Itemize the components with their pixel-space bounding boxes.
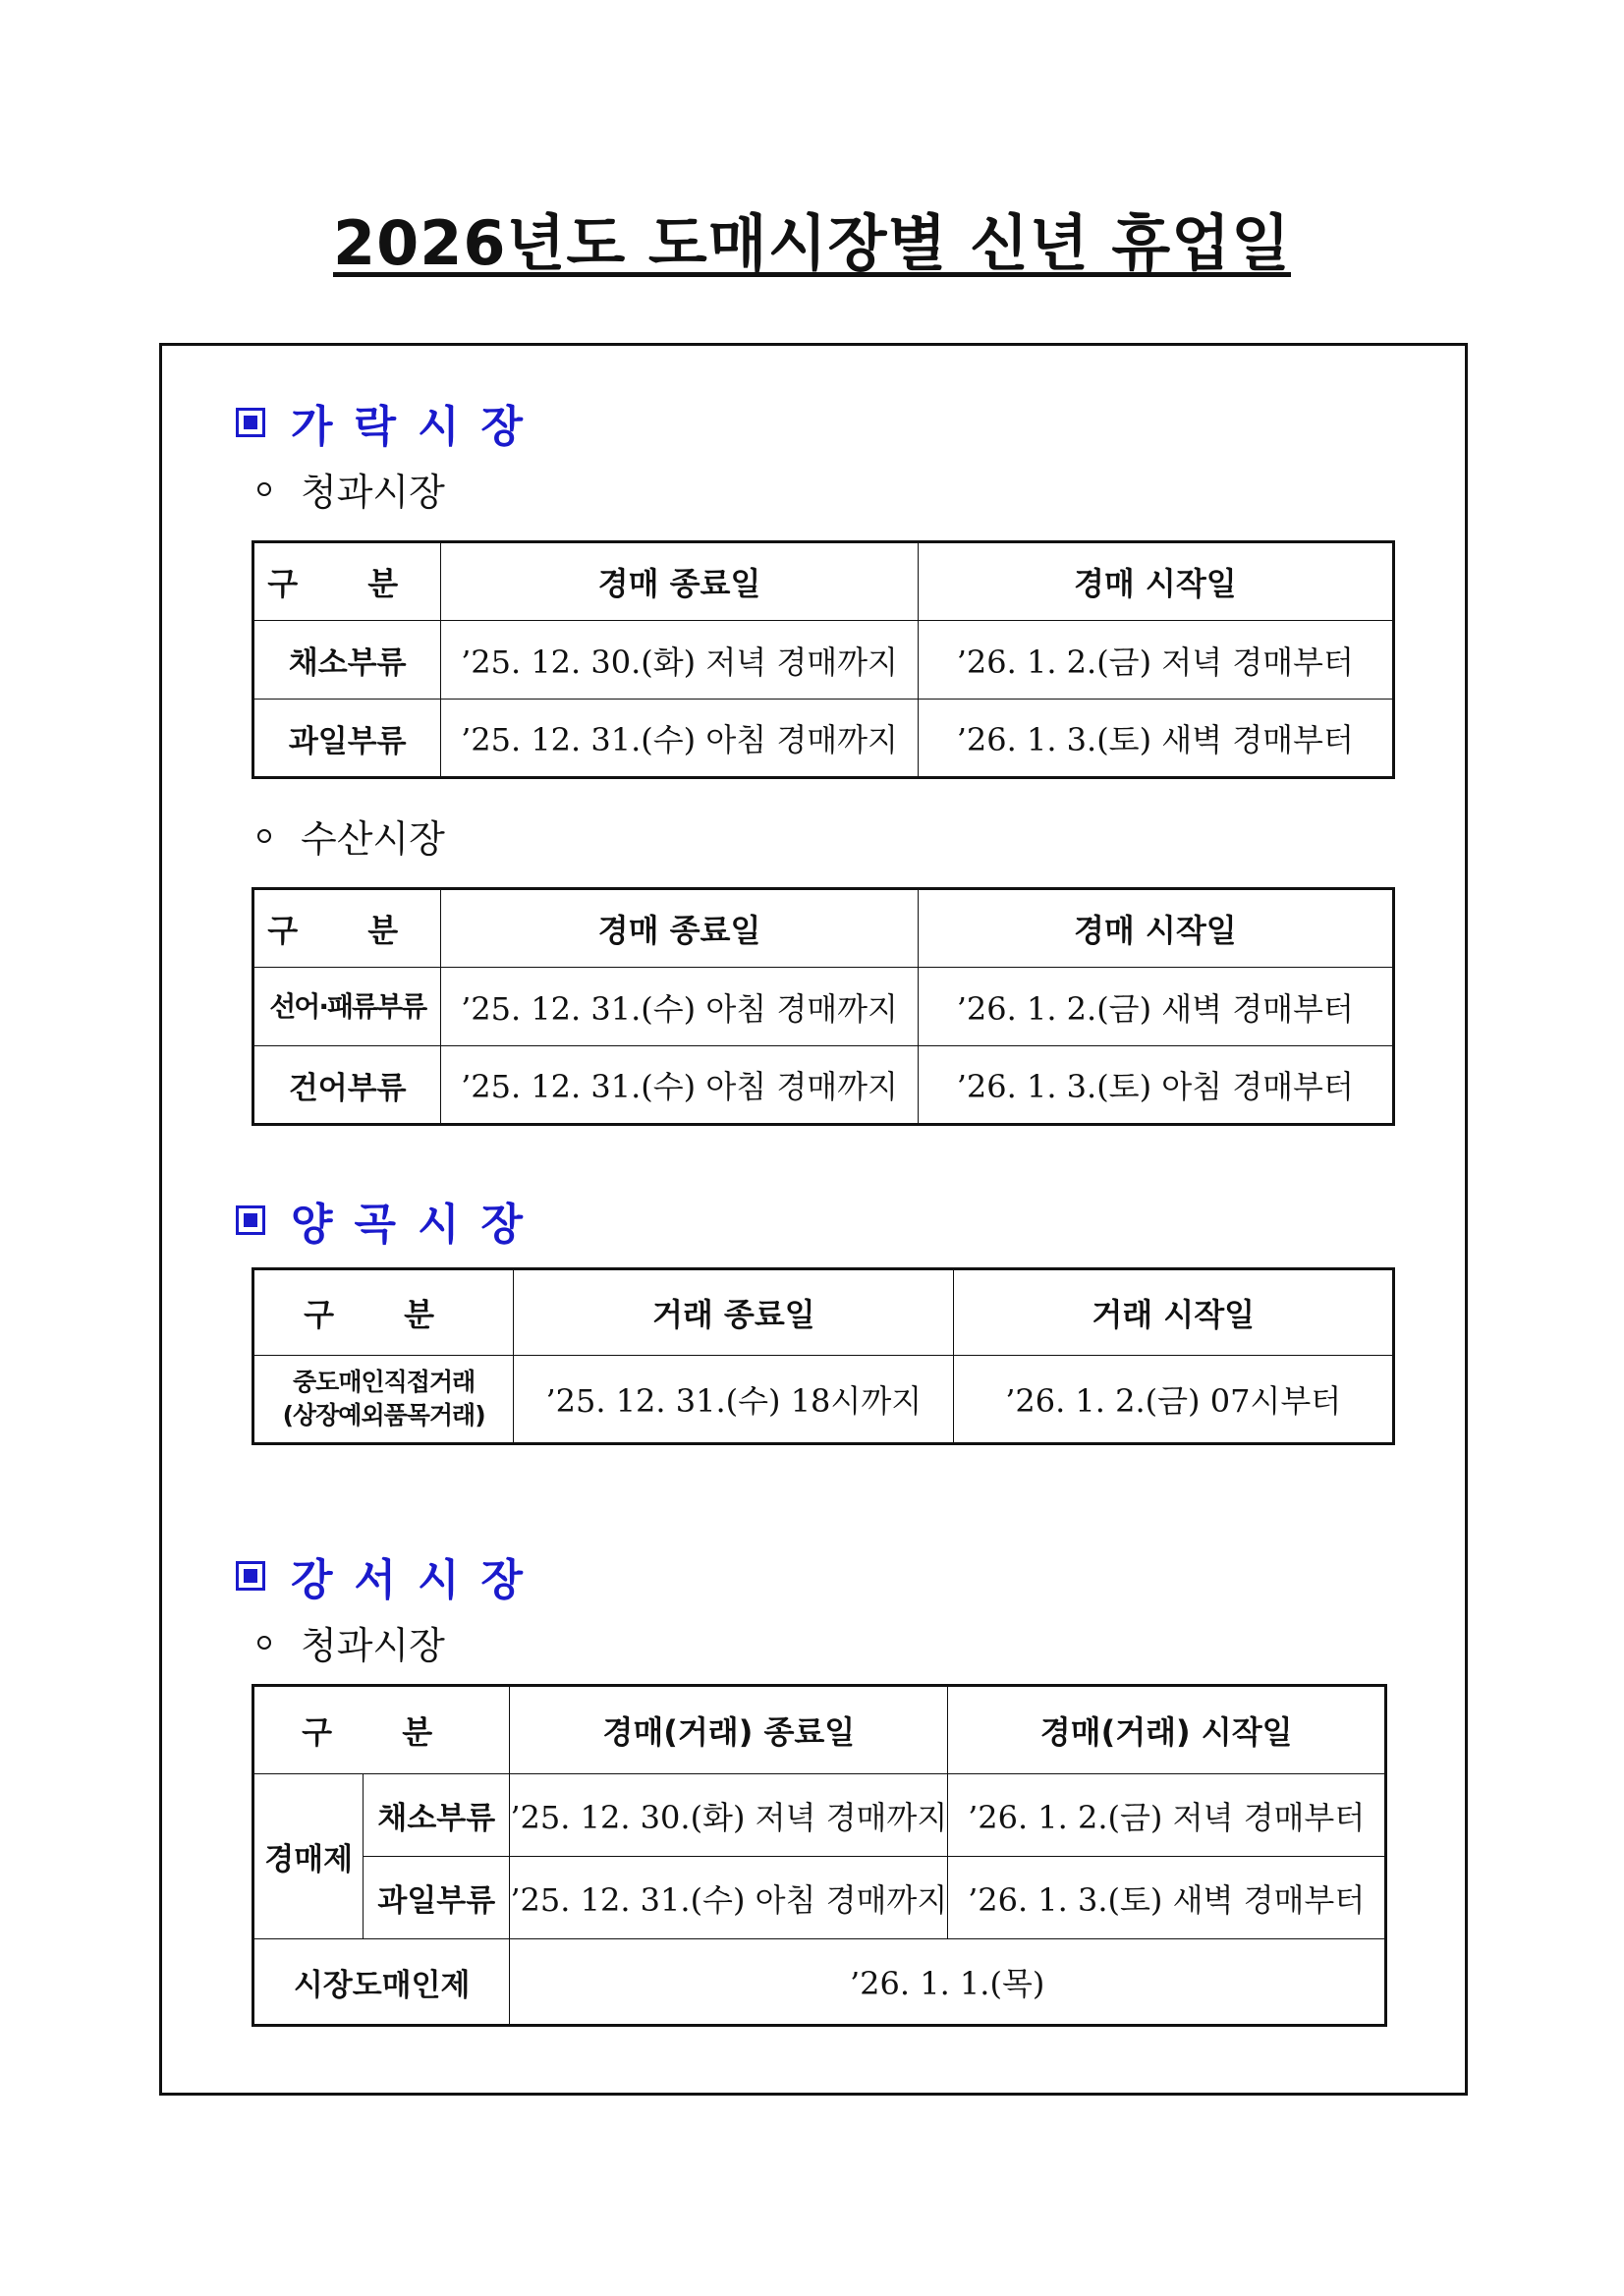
subsection-label: 청과시장 <box>301 1624 445 1667</box>
header-cell: 구 분 <box>253 542 441 621</box>
circle-bullet-icon <box>257 1636 271 1650</box>
subsection-label: 청과시장 <box>301 471 445 514</box>
category-cell: 건어부류 <box>253 1046 441 1125</box>
section-heading-gangseo <box>236 1544 544 1607</box>
section-heading-label: 강서시장 <box>291 1555 545 1605</box>
square-bullet-icon <box>236 408 265 437</box>
gangseo-table <box>252 1684 1387 2027</box>
table-row <box>253 968 1394 1046</box>
subsection-gangseo-produce <box>257 1615 445 1669</box>
subsection-label: 수산시장 <box>301 817 445 861</box>
section-heading-garak <box>236 391 544 454</box>
category-cell: 선어·패류부류 <box>253 968 441 1046</box>
table-row <box>253 1046 1394 1125</box>
date-cell: ’26. 1. 1.(목) <box>510 1939 1386 2026</box>
start-date-cell: ’26. 1. 2.(금) 저녁 경매부터 <box>918 621 1393 700</box>
category-cell: 과일부류 <box>253 700 441 778</box>
table-row <box>253 1857 1386 1939</box>
section-heading-yanggok <box>236 1189 544 1252</box>
table-row <box>253 621 1394 700</box>
category-cell: 채소부류 <box>253 621 441 700</box>
category-line: 중도매인직접거래 <box>293 1368 476 1396</box>
circle-bullet-icon <box>257 482 271 496</box>
garak-produce-table <box>252 540 1395 779</box>
end-date-cell: ’25. 12. 31.(수) 아침 경매까지 <box>441 968 918 1046</box>
category-line: (상장예외품목거래) <box>282 1401 485 1429</box>
table-header-row <box>253 542 1394 621</box>
group-label-cell: 경매제 <box>253 1774 364 1939</box>
title-text: 2026년도 도매시장별 신년 휴업일 <box>332 207 1292 279</box>
header-cell: 경매 시작일 <box>918 542 1393 621</box>
subsection-garak-seafood <box>257 809 445 863</box>
start-date-cell: ’26. 1. 3.(토) 새벽 경매부터 <box>948 1857 1386 1939</box>
header-cell: 경매 종료일 <box>441 889 918 968</box>
end-date-cell: ’25. 12. 30.(화) 저녁 경매까지 <box>510 1774 948 1857</box>
table-row <box>253 1939 1386 2026</box>
start-date-cell: ’26. 1. 2.(금) 07시부터 <box>954 1356 1394 1444</box>
table-row <box>253 1774 1386 1857</box>
start-date-cell: ’26. 1. 2.(금) 저녁 경매부터 <box>948 1774 1386 1857</box>
category-cell: 채소부류 <box>364 1774 510 1857</box>
square-bullet-icon <box>236 1561 265 1591</box>
header-cell: 구 분 <box>253 1269 514 1356</box>
end-date-cell: ’25. 12. 31.(수) 18시까지 <box>514 1356 954 1444</box>
document-title <box>0 195 1624 282</box>
header-cell: 경매 종료일 <box>441 542 918 621</box>
end-date-cell: ’25. 12. 31.(수) 아침 경매까지 <box>510 1857 948 1939</box>
table-header-row <box>253 889 1394 968</box>
category-cell: 과일부류 <box>364 1857 510 1939</box>
end-date-cell: ’25. 12. 31.(수) 아침 경매까지 <box>441 700 918 778</box>
subsection-garak-produce <box>257 462 445 516</box>
section-heading-label: 가락시장 <box>291 402 545 452</box>
start-date-cell: ’26. 1. 3.(토) 아침 경매부터 <box>918 1046 1393 1125</box>
category-cell <box>253 1356 514 1444</box>
section-heading-label: 양곡시장 <box>291 1200 545 1250</box>
start-date-cell: ’26. 1. 2.(금) 새벽 경매부터 <box>918 968 1393 1046</box>
table-header-row <box>253 1686 1386 1774</box>
yanggok-table <box>252 1267 1395 1445</box>
header-cell: 구 분 <box>253 889 441 968</box>
category-cell: 시장도매인제 <box>253 1939 510 2026</box>
table-row <box>253 1356 1394 1444</box>
header-cell: 거래 종료일 <box>514 1269 954 1356</box>
header-cell: 거래 시작일 <box>954 1269 1394 1356</box>
table-header-row <box>253 1269 1394 1356</box>
table-row <box>253 700 1394 778</box>
start-date-cell: ’26. 1. 3.(토) 새벽 경매부터 <box>918 700 1393 778</box>
header-cell: 경매 시작일 <box>918 889 1393 968</box>
garak-seafood-table <box>252 887 1395 1126</box>
square-bullet-icon <box>236 1205 265 1235</box>
end-date-cell: ’25. 12. 31.(수) 아침 경매까지 <box>441 1046 918 1125</box>
circle-bullet-icon <box>257 829 271 843</box>
header-cell: 경매(거래) 시작일 <box>948 1686 1386 1774</box>
header-cell: 구 분 <box>253 1686 510 1774</box>
header-cell: 경매(거래) 종료일 <box>510 1686 948 1774</box>
end-date-cell: ’25. 12. 30.(화) 저녁 경매까지 <box>441 621 918 700</box>
